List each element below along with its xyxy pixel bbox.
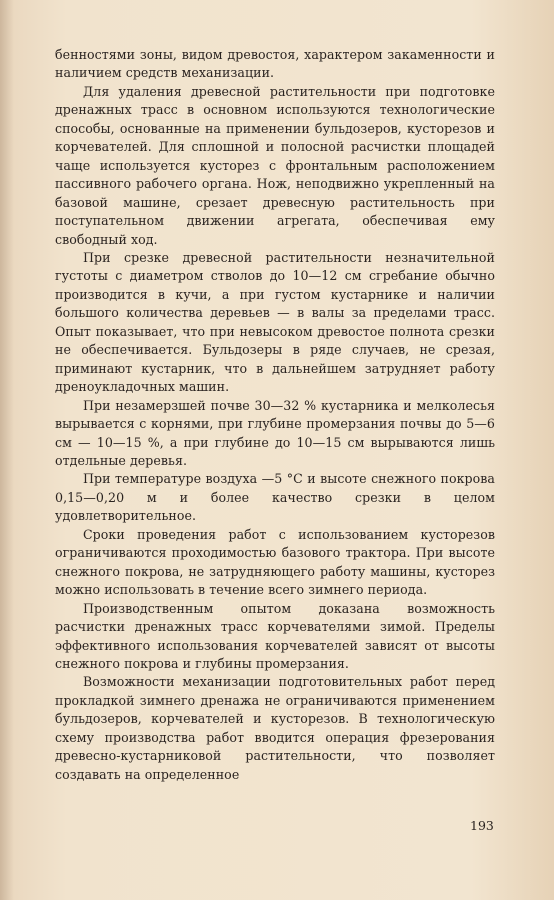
page-edge-shadow	[0, 0, 14, 900]
paragraph: Возможности механизации подготовительных работ перед прокладкой зимнего дренажа не ограничиваются применением бульдозеров, корчевателей и кусторезов. В технологическую схему производства работ вводится операция фрезерования древесно-кустарниковой растительности, что позволяет создавать на определенное	[55, 674, 495, 782]
paragraph-continuation: бенностями зоны, видом древостоя, характером закаменности и наличием средств механизации.	[55, 47, 495, 81]
paragraph: При температуре воздуха —5 °С и высоте снежного покрова 0,15—0,20 м и более качество срезки в целом удовлетворительное.	[55, 471, 495, 524]
paragraph: Сроки проведения работ с использованием кусторезов ограничиваются проходимостью базового трактора. При высоте снежного покрова, не затрудняющего работу машины, кусторез можно использовать в течение всего зимнего периода.	[55, 526, 495, 598]
paragraph: Производственным опытом доказана возможность расчистки дренажных трасс корчевателями зимой. Пределы эффективного использования корчевателей зависят от высоты снежного покрова и глубины промерзания.	[55, 600, 495, 671]
paragraph: При незамерзшей почве 30—32 % кустарника и мелколесья вырывается с корнями, при глубине промерзания почвы до 5—6 см — 10—15 %, а при глубине до 10—15 см вырываются лишь отдельные деревья.	[55, 397, 495, 468]
page-body	[55, 46, 495, 784]
page-number: 193	[470, 818, 494, 833]
paragraph: Для удаления древесной растительности при подготовке дренажных трасс в основном используются технологические способы, основанные на применении бульдозеров, кусторезов и корчевателей. Для сплошной и полосной расчистки площадей чаще используется кусторез с фронтальным расположением пассивного рабочего органа. Нож, неподвижно укрепленный на базовой машине, срезает древесную растительность при поступательном движении агрегата, обеспечивая ему свободный ход.	[55, 83, 495, 247]
paragraph: При срезке древесной растительности незначительной густоты с диаметром стволов до 10—12 см сгребание обычно производится в кучи, а при густом кустарнике и наличии большого количества деревьев — в валы за пределами трасс. Опыт показывает, что при невысоком древостое полнота срезки не обеспечивается. Бульдозеры в ряде случаев, не срезая, приминают кустарник, что в дальнейшем затрудняет работу дреноукладочных машин.	[55, 249, 495, 395]
